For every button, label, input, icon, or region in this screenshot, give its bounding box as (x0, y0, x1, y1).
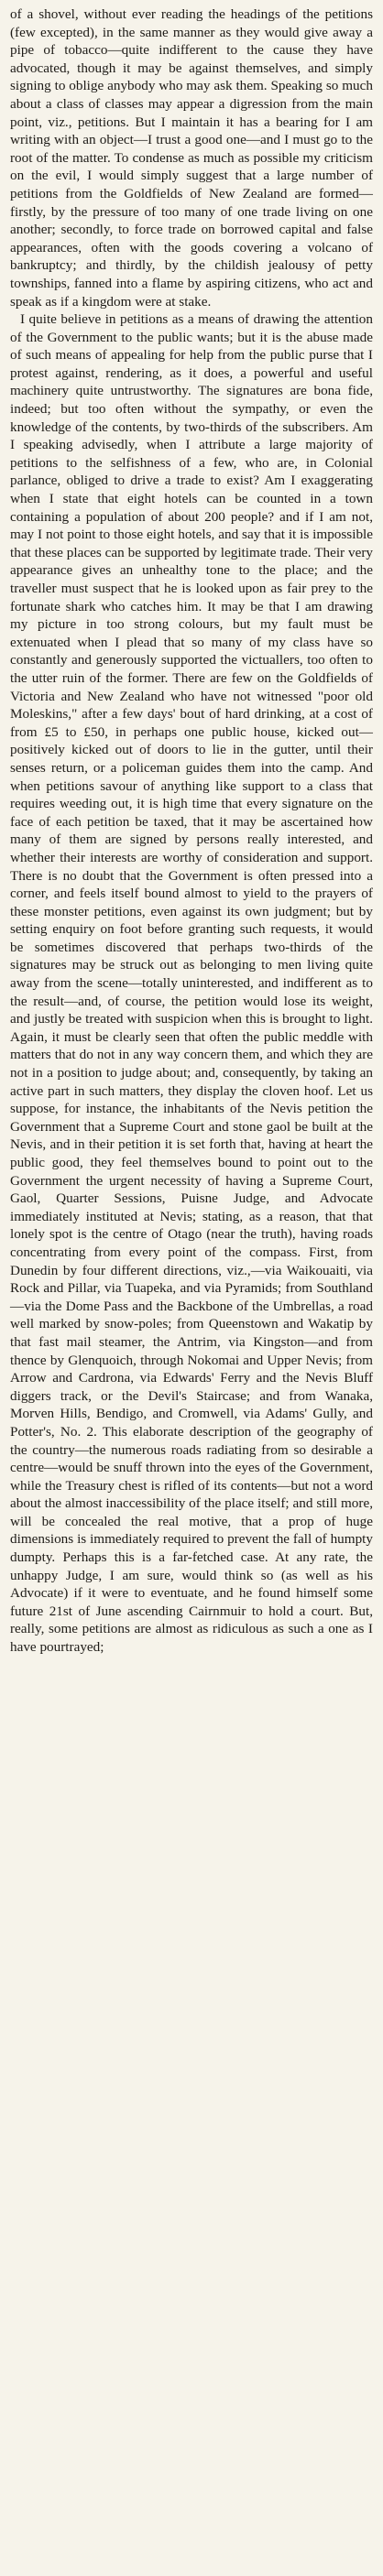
article-column (10, 5, 373, 1657)
article-paragraph-2: I quite believe in petitions as a means of drawing the attention of the Government to the public wants; but it is the abuse made of such means of appealing for help from the public purse that I protest against, rendering, as it does, a powerful and useful machinery quite untrustworthy. The signatures are bona fide, indeed; but too often without the sympathy, or even the knowledge of the contents, by two-thirds of the subscribers. Am I speaking advisedly, when I attribute a large majority of petitions to the selfishness of a few, who are, in Colonial parlance, obliged to drive a trade to exist? Am I exaggerating when I state that eight hotels can be counted in a town containing a population of about 200 people? and if I am not, may I not point to those eight hotels, and say that it is impossible that these places can be supported by legitimate trade. Their very appearance gives an unhealthy tone to the place; and the traveller must suspect that he is looked upon as fair prey to the fortunate shark who catches him. It may be that I am drawing my picture in too strong colours, but my fault must be extenuated when I plead that so many of my class have so constantly and generously supported the victuallers, too often to the utter ruin of the former. There are few on the Goldfields of Victoria and New Zealand who have not witnessed "poor old Moleskins," after a few days' bout of hard drinking, at a cost of from £5 to £50, in perhaps one public house, kicked out—positively kicked out of doors to lie in the gutter, until their senses return, or a policeman guides them into the camp. And when petitions savour of anything like support to a class that requires weeding out, it is high time that every signature on the face of each petition be taxed, that it may be ascertained how many of them are signed by persons really interested, and whether their interests are worthy of consideration and support. There is no doubt that the Government is often pressed into a corner, and feels itself bound almost to yield to the prayers of these monster petitions, even against its own judgment; but by setting enquiry on foot before granting such requests, it would be sometimes discovered that perhaps two-thirds of the signatures may be struck out as belonging to men living quite away from the scene—totally uninterested, and indifferent as to the result—and, of course, the petition would lose its weight, and justly be treated with suspicion when this is brought to light. Again, it must be clearly seen that often the public meddle with matters that do not in any way concern them, and which they are not in a position to judge about; and, consequently, by taking an active part in such matters, they display the cloven hoof. Let us suppose, for instance, the inhabitants of the Nevis petition the Government that a Supreme Court and stone gaol be built at the Nevis, and in their petition it is set forth that, having at heart the public good, they feel themselves bound to point out to the Government the urgent necessity of having a Supreme Court, Gaol, Quarter Sessions, Puisne Judge, and Advocate immediately instituted at Nevis; stating, as a reason, that that lonely spot is the centre of Otago (near the truth), having roads concentrating from every point of the compass. First, from Dunedin by four different directions, viz.,—via Waikouaiti, via Rock and Pillar, via Tuapeka, and via Pyramids; from Southland—via the Dome Pass and the Backbone of the Umbrellas, a road well marked by snow-poles; from Queenstown and Wakatip by that fast mail steamer, the Antrim, via Kingston—and from thence by Glenquoich, through Nokomai and Upper Nevis; from Arrow and Cardrona, via Edwards' Ferry and the Nevis Bluff diggers track, or the Devil's Staircase; and from Wanaka, Morven Hills, Bendigo, and Cromwell, via Adams' Gully, and Potter's, No. 2. This elaborate description of the geography of the country—the numerous roads radiating from so desirable a centre—would be snuff thrown into the eyes of the Government, while the Treasury chest is rifled of its contents—but not a word about the almost inaccessibility of the place itself; and still more, will be concealed the real motive, that a prop of huge dimensions is immediately required to prevent the fall of humpty dumpty. Perhaps this is a far-fetched case. At any rate, the unhappy Judge, I am sure, would think so (as well as his Advocate) if it were to eventuate, and he found himself some future 21st of June ascending Cairnmuir to hold a court. But, really, some petitions are almost as ridiculous as such a one as I have pourtrayed; (10, 311, 373, 1656)
article-paragraph-1: of a shovel, without ever reading the headings of the petitions (few excepted), in the same manner as they would give away a pipe of tobacco—quite indifferent to the cause they have advocated, though it may be against themselves, and simply signing to oblige anybody who may ask them. Speaking so much about a class of classes may appear a digression from the main point, viz., petitions. But I maintain it has a bearing for I am writing with an object—I trust a good one—and I must go to the root of the matter. To condense as much as possible my criticism on the evil, I would simply suggest that a large number of petitions from the Goldfields of New Zealand are formed—firstly, by the pressure of too many of one trade living on one another; secondly, to force trade on borrowed capital and false appearances, often with the goods covering a volcano of bankruptcy; and thirdly, by the childish jealousy of petty townships, fanned into a flame by aspiring citizens, who act and speak as if a kingdom were at stake. (10, 6, 373, 310)
